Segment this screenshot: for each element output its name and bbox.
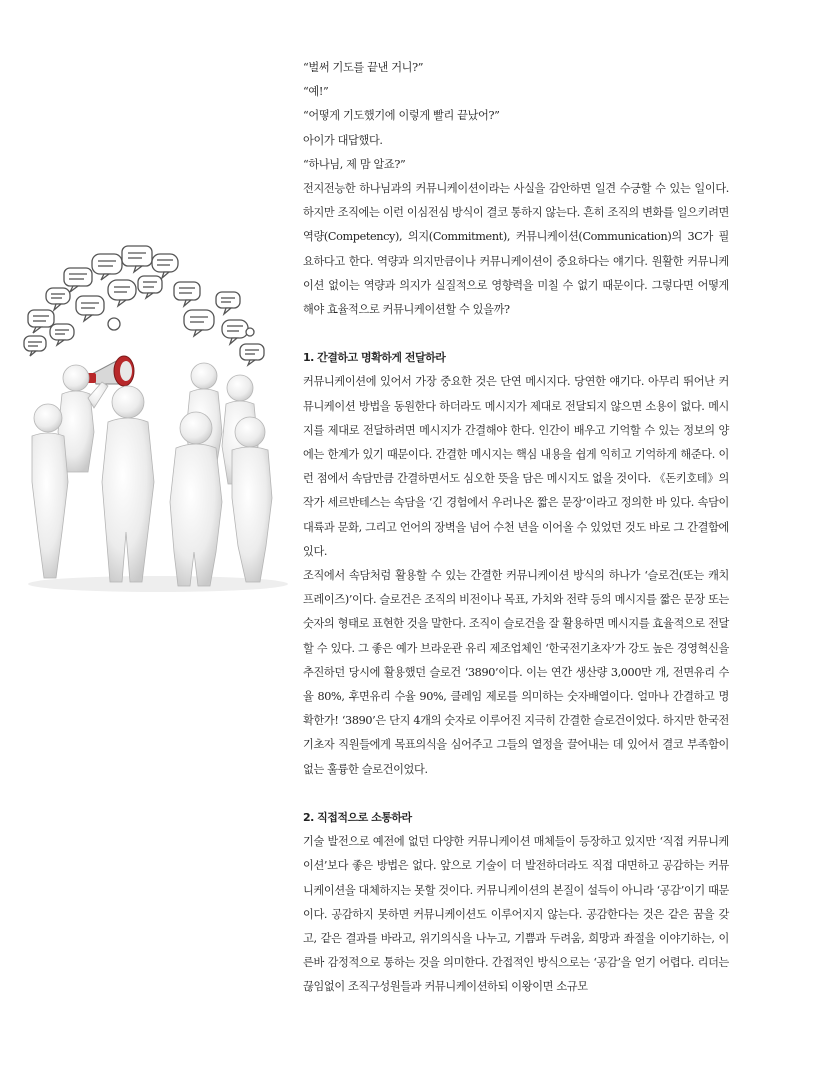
body-paragraph: 기술 발전으로 예전에 없던 다양한 커뮤니케이션 매체들이 등장하고 있지만 ‘직접 커뮤니케이션’보다 좋은 방법은 없다. 앞으로 기술이 더 발전하더라도 직접 대면하고 공감하는 커뮤니케이션을 대체하지는 못할 것이다. 커뮤니케이션의 본질이 설득이 아니라 ‘공감’이기 때문이다. 공감하지 못하면 커뮤니케이션도 이루어지지 않는다. 공감한다는 것은 같은 꿈을 갖고, 같은 결과를 바라고, 위기의식을 나누고, 기쁨과 두려움, 희망과 좌절을 이야기하는, 이른바 감정적으로 통하는 것을 의미한다. 간접적인 방식으로는 ‘공감’을 얻기 어렵다. 리더는 끊임없이 조직구성원들과 커뮤니케이션하되 이왕이면 소규모 <box>303 835 729 994</box>
dialogue-line: “예!” <box>303 85 329 99</box>
people-megaphone-illustration <box>18 232 298 592</box>
article-text <box>303 56 729 1000</box>
white-figures-icon <box>28 363 288 592</box>
dialogue-block <box>303 56 729 177</box>
section-heading: 1. 간결하고 명확하게 전달하라 <box>303 351 446 365</box>
body-paragraph: 조직에서 속담처럼 활용할 수 있는 간결한 커뮤니케이션 방식의 하나가 ‘슬로건(또는 캐치프레이즈)’이다. 슬로건은 조직의 비전이나 목표, 가치와 전략 등의 메시지를 짧은 문장 또는 숫자의 형태로 표현한 것을 말한다. 조직이 슬로건을 잘 활용하면 메시지를 효율적으로 전달할 수 있다. 그 좋은 예가 브라운관 유리 제조업체인 ‘한국전기초자’가 강도 높은 경영혁신을 추진하던 당시에 활용했던 슬로건 ‘3890’이다. 이는 연간 생산량 3,000만 개, 전면유리 수율 80%, 후면유리 수율 90%, 클레임 제로를 의미하는 숫자배열이다. 얼마나 간결하고 명확한가! ‘3890’은 단지 4개의 숫자로 이루어진 지극히 간결한 슬로건이었다. 하지만 한국전기초자 직원들에게 목표의식을 심어주고 그들의 열정을 끌어내는 데 있어서 결코 부족함이 없는 훌륭한 슬로건이었다. <box>303 569 729 776</box>
section-concise <box>303 346 729 782</box>
intro-paragraph: 전지전능한 하나님과의 커뮤니케이션이라는 사실을 감안하면 일견 수긍할 수 있는 일이다. 하지만 조직에는 이런 이심전심 방식이 결코 통하지 않는다. 흔히 조직의 변화를 일으키려면 역량(Competency), 의지(Commitment), 커뮤니케이션(Communication)의 3C가 필요하다고 한다. 역량과 의지만큼이나 커뮤니케이션이 중요하다는 얘기다. 원활한 커뮤니케이션 없이는 역량과 의지가 실질적으로 영향력을 미칠 수 없기 때문이다. 그렇다면 어떻게 해야 효율적으로 커뮤니케이션할 수 있을까? <box>303 182 729 317</box>
section-direct <box>303 806 729 1000</box>
dialogue-line: “하나님, 제 맘 알죠?” <box>303 157 406 171</box>
dialogue-line: 아이가 대답했다. <box>303 133 383 147</box>
body-paragraph: 커뮤니케이션에 있어서 가장 중요한 것은 단연 메시지다. 당연한 얘기다. 아무리 뛰어난 커뮤니케이션 방법을 동원한다 하더라도 메시지가 제대로 전달되지 않으면 소용이 없다. 메시지를 제대로 전달하려면 메시지가 간결해야 한다. 인간이 배우고 기억할 수 있는 정보의 양에는 한계가 있기 때문이다. 간결한 메시지는 핵심 내용을 쉽게 익히고 기억하게 해준다. 이런 점에서 속담만큼 간결하면서도 심오한 뜻을 담은 메시지도 없을 것이다. 《돈키호테》의 작가 세르반테스는 속담을 ‘긴 경험에서 우러나온 짧은 문장’이라고 정의한 바 있다. 속담이 대륙과 문화, 그리고 언어의 장벽을 넘어 수천 년을 이어올 수 있었던 것도 바로 그 간결함에 있다. <box>303 375 729 558</box>
section-heading: 2. 직접적으로 소통하라 <box>303 810 412 824</box>
dialogue-line: “어떻게 기도했기에 이렇게 빨리 끝났어?” <box>303 109 500 123</box>
speech-bubbles-icon <box>24 246 264 365</box>
megaphone-icon <box>86 356 134 386</box>
intro-paragraph-block <box>303 177 729 322</box>
dialogue-line: “벌써 기도를 끝낸 거니?” <box>303 61 424 74</box>
